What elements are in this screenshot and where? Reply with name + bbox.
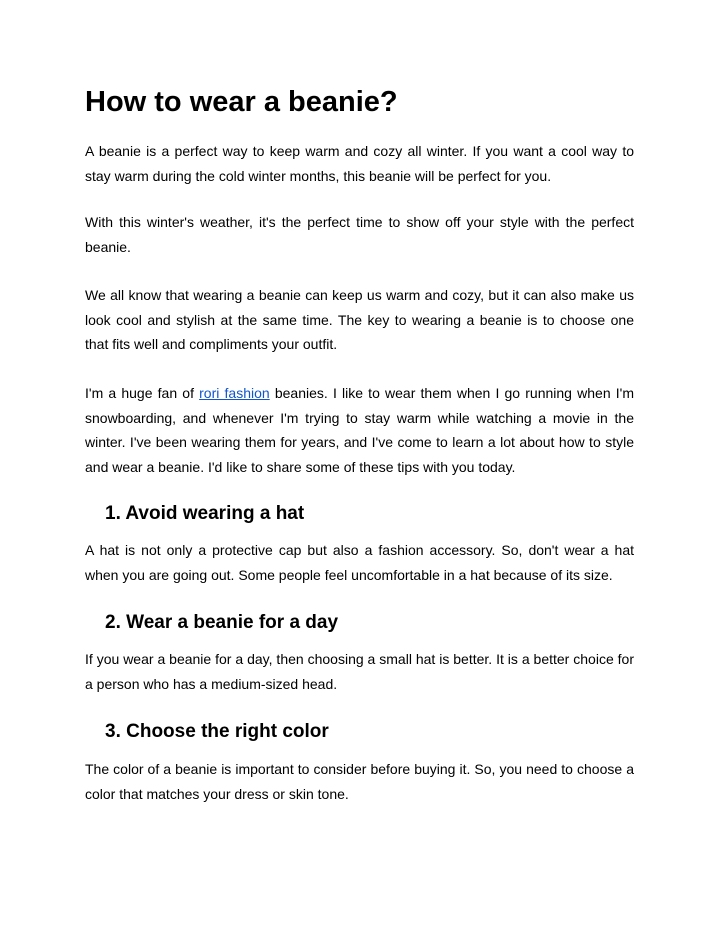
fan-paragraph <box>85 381 634 479</box>
section-body-2: If you wear a beanie for a day, then choosing a small hat is better. It is a better choice for a person who has a medium-sized head. <box>85 651 634 692</box>
intro-paragraph-1: A beanie is a perfect way to keep warm and cozy all winter. If you want a cool way to stay warm during the cold winter months, this beanie will be perfect for you. <box>85 143 634 184</box>
section-heading-1: 1. Avoid wearing a hat <box>105 503 305 524</box>
intro-paragraph-2: With this winter's weather, it's the perfect time to show off your style with the perfect beanie. <box>85 214 634 255</box>
section-heading-3: 3. Choose the right color <box>105 721 329 742</box>
fan-paragraph-start: I'm a huge fan of <box>85 385 200 401</box>
section-body-3: The color of a beanie is important to consider before buying it. So, you need to choose a color that matches your dress or skin tone. <box>85 761 634 802</box>
rori-fashion-link[interactable]: rori fashion <box>199 385 270 401</box>
section-body-1: A hat is not only a protective cap but also a fashion accessory. So, don't wear a hat when you are going out. Some people feel uncomfortable in a hat because of its size. <box>85 542 634 583</box>
section-heading-2: 2. Wear a beanie for a day <box>105 612 339 633</box>
fan-paragraph-end: beanies. I like to wear them when I go running when I'm snowboarding, and whenever I'm trying to stay warm while watching a movie in the winter. I've been wearing them for years, and I've come to learn a lot about how to style and wear a beanie. I'd like to share some of these tips with you today. <box>85 385 634 475</box>
page-title: How to wear a beanie? <box>85 86 398 118</box>
intro-paragraph-3: We all know that wearing a beanie can keep us warm and cozy, but it can also make us look cool and stylish at the same time. The key to wearing a beanie is to choose one that fits well and compliments your outfit. <box>85 287 634 352</box>
